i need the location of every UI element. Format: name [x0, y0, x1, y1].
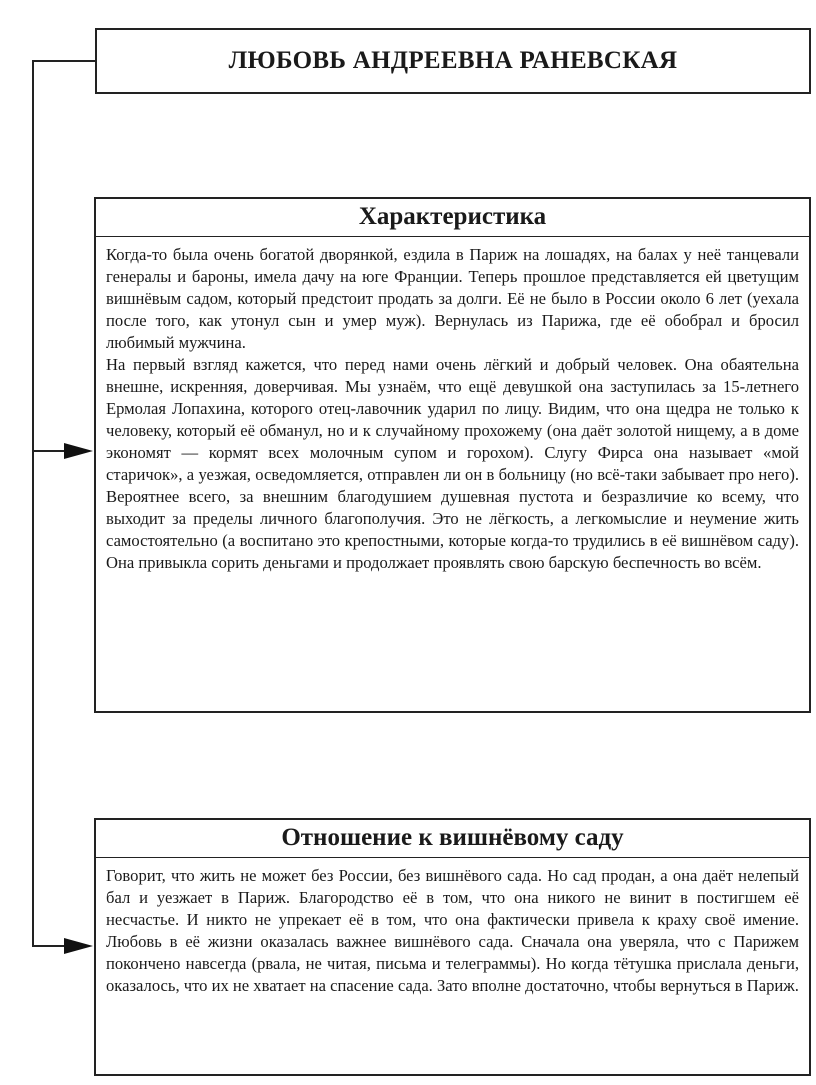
characteristic-paragraph: На первый взгляд кажется, что перед нами очень лёгкий и добрый человек. Она обаятельна внешне, искренняя, доверчивая. Мы узнаём, что ещё девушкой она заступилась за 15-летнего Ермолая Лопахина, которого отец-лавочник ударил по лицу. Видим, что она щедра не только к человеку, который её обманул, но и к случайному прохожему (она даёт золотой нищему, а в доме экономят — кормят всех молочным супом и горохом). Слугу Фирса она называет «мой старичок», а уезжая, осведомляется, отправлен ли он в больницу (но всё-таки забывает про него). Вероятнее всего, за внешним благодушием душевная пустота и безразличие ко всему, что выходит за пределы личного благополучия. Это не лёгкость, а легкомыслие и неумение жить самостоятельно (а воспитано это крепостными, которые когда-то трудились в её вишнёвом саду). Она привыкла сорить деньгами и продолжает проявлять свою барскую беспечность во всём.: [106, 355, 799, 572]
attitude-heading: Отношение к вишнёвому саду: [96, 820, 809, 858]
attitude-paragraph: Говорит, что жить не может без России, без вишнёвого сада. Но сад продан, а она даёт нелепый бал и уезжает в Париж. Благородство её в том, что она никого не винит в постигшем её несчастье. И никто не упрекает её в том, что она фактически привела к краху своё имение. Любовь в её жизни оказалась важнее вишнёвого сада. Сначала она уверяла, что с Парижем покончено навсегда (рвала, не читая, письма и телеграммы). Но когда тётушка прислала деньги, оказалось, что их не хватает на спасение сада. Зато вполне достаточно, чтобы вернуться в Париж.: [106, 866, 799, 995]
attitude-section: [94, 818, 811, 1076]
characteristic-paragraph: Когда-то была очень богатой дворянкой, ездила в Париж на лошадях, на балах у неё танцевали генералы и бароны, имела дачу на юге Франции. Теперь прошлое представляется ей цветущим вишнёвым садом, который предстоит продать за долги. Её не было в России около 6 лет (уехала после того, как утонул сын и умер муж). Вернулась из Парижа, где её обобрал и бросил любимый мужчина.: [106, 245, 799, 352]
arrow-to-characteristic-icon: [64, 443, 93, 459]
characteristic-body: [96, 237, 809, 584]
connector-trunk: [33, 61, 95, 946]
arrow-to-attitude-icon: [64, 938, 93, 954]
characteristic-heading: Характеристика: [96, 199, 809, 237]
characteristic-section: [94, 197, 811, 713]
character-name-box: [95, 28, 811, 94]
character-name: ЛЮБОВЬ АНДРЕЕВНА РАНЕВСКАЯ: [228, 47, 678, 74]
attitude-body: [96, 858, 809, 1007]
